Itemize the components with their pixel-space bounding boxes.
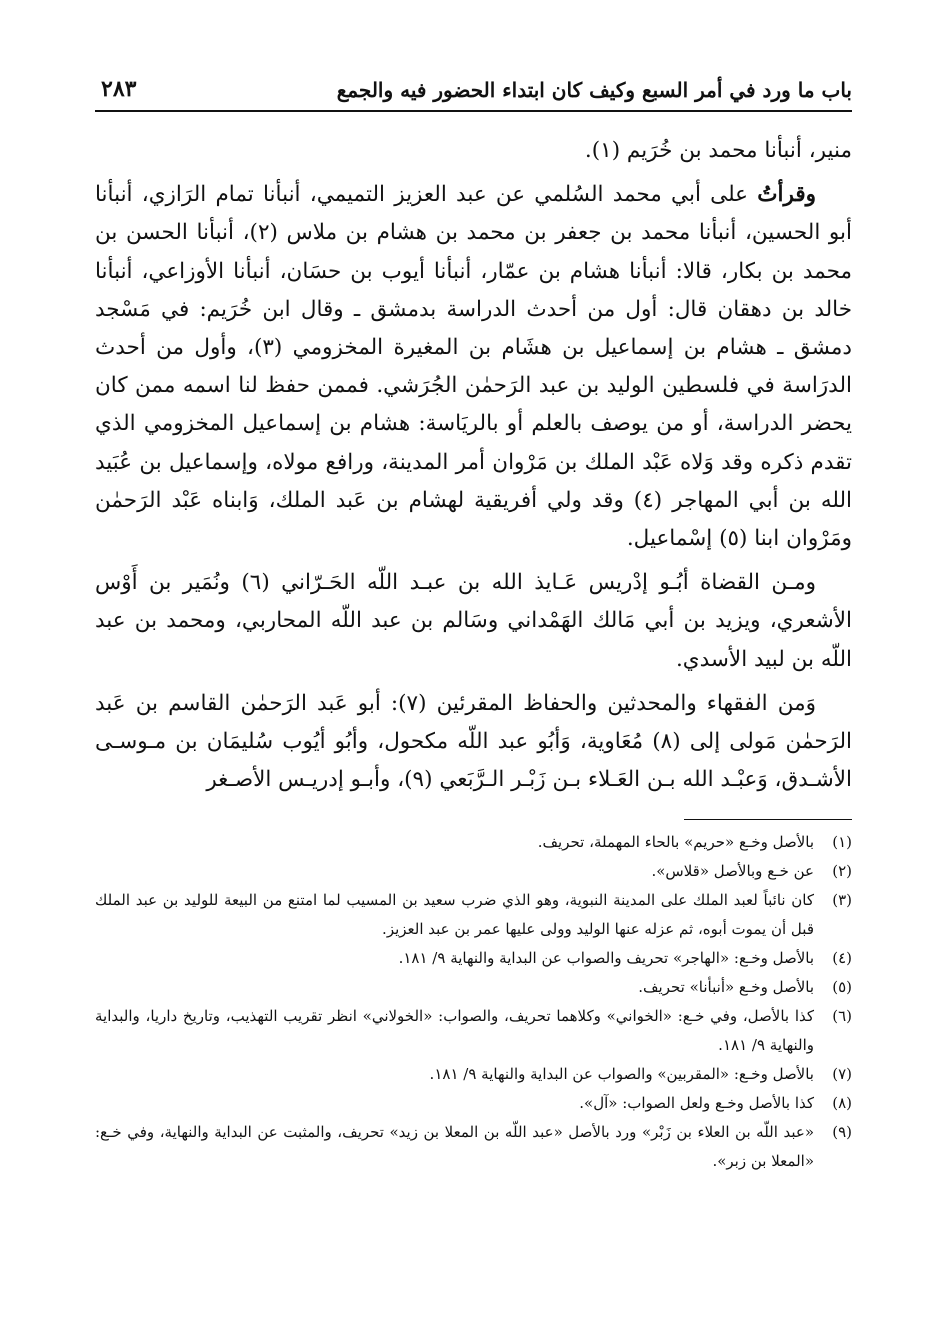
running-header bbox=[95, 70, 852, 112]
footnote-text: بالأصل وخـع: «المقربين» والصواب عن البداية والنهاية ٩/ ١٨١. bbox=[429, 1065, 814, 1084]
footnote bbox=[95, 973, 852, 1002]
paragraph-2-lead: وقرأتُ bbox=[757, 182, 816, 208]
page-number: ٢٨٣ bbox=[101, 76, 137, 102]
footnote bbox=[95, 857, 852, 886]
footnote-number: (٤) bbox=[832, 949, 852, 968]
footnote-text: كذا بالأصل، وفي خـع: «الخواني» وكلاهما تحريف، والصواب: «الخولاني» انظر تقريب التهذيب، وتاريخ داريا، والبداية والنهاية ٩/ ١٨١. bbox=[95, 1007, 814, 1055]
paragraph-1: منير، أنبأنا محمد بن خُرَيم (١). bbox=[584, 138, 852, 163]
footnote bbox=[95, 886, 852, 944]
footnote-number: (٧) bbox=[832, 1065, 852, 1084]
footnote-text: بالأصل وخـع «حريم» بالحاء المهملة، تحريف. bbox=[537, 833, 814, 852]
paragraph-3: ومـن القضاة أبُـو إدْريس عَـايذ الله بن عبـد اللّه الحَـرّاني (٦) ونُمَير بن أَوْس الأشعري، ويزيد بن أبي مَالك الهَمْداني وسَالم بن عبد اللّه المحاربي، ومحمد بن عبد اللّه بن لبيد الأسدي. bbox=[95, 570, 852, 672]
footnote-text: عن خـع وبالأصل «قلاس». bbox=[651, 862, 814, 881]
paragraph-4: وَمن الفقهاء والمحدثين والحفاظ المقرئين (٧): أبو عَبد الرَحمٰن القاسم بن عَبد الرَحمٰن مَولى إلى (٨) مُعَاوية، وَأبُو عبد اللّه مكحول، وأبُو أيُوب سُليمَان بن مـوسـى الأشـدق، وَعبْـد الله بـن العَـلاء بـن زَبْـر الـرَّبَعي (٩)، وأبـو إدريـس الأصـغر bbox=[95, 690, 852, 793]
footnote bbox=[95, 1089, 852, 1118]
footnote-number: (٩) bbox=[832, 1123, 852, 1142]
footnote-text: بالأصل وخـع: «الهاجر» تحريف والصواب عن البداية والنهاية ٩/ ١٨١. bbox=[398, 949, 814, 968]
footnotes bbox=[95, 828, 852, 1176]
paragraph-2-text: على أبي محمد السُلمي عن عبد العزيز التميمي، أنبأنا تمام الرَازي، أنبأنا أبو الحسين، أنبأنا محمد بن جعفر بن محمد بن هشام بن ملاس (٢)، أنبأنا الحسن بن محمد بن بكار، قالا: أنبأنا هشام بن عمّار، أنبأنا أيوب بن حسَان، أنبأنا الأوزاعي، أنبأنا خالد بن دهقان قال: أول من أحدث الدراسة بدمشق ـ وقال ابن خُرَيم: في مَسْجد دمشق ـ هشام بن إسماعيل بن هشَام بن المغيرة المخزومي (٣)، وأول من أحدث الدرَاسة في فلسطين الوليد بن عبد الرَحمٰن الجُرَشي. فممن حفظ لنا اسمه ممن كان يحضر الدراسة، أو من يوصف بالعلم أو بالريَاسة: هشام بن إسماعيل المخزومي الذي تقدم ذكره وقد وَلاه عَبْد الملك بن مَرْوان أمر المدينة، ورافع مولاه، وإسماعيل بن عُبَيد الله بن أبي المهاجر (٤) وقد ولي أفريقية لهشام بن عَبد الملك، وَابناه عَبْد الرَحمٰن ومَرْوان ابنا (٥) إسْماعيل. bbox=[95, 182, 852, 552]
footnote-number: (٦) bbox=[832, 1007, 852, 1026]
main-text bbox=[95, 132, 852, 799]
footnote-number: (٥) bbox=[832, 978, 852, 997]
book-page bbox=[95, 70, 852, 1300]
footnote bbox=[95, 828, 852, 857]
footnote-number: (٣) bbox=[832, 891, 852, 910]
paragraph-2 bbox=[95, 176, 852, 558]
footnote bbox=[95, 944, 852, 973]
footnote-text: بالأصل وخـع «أنبأنا» تحريف. bbox=[638, 978, 814, 997]
footnote bbox=[95, 1118, 852, 1176]
footnote-number: (١) bbox=[832, 833, 852, 852]
footnote-text: كان نائباً لعبد الملك على المدينة النبوية، وهو الذي ضرب سعيد بن المسيب لما امتنع من البيعة للوليد بن عبد الملك قبل أن يموت أبوه، ثم عزله عنها الوليد وولى عليها عمر بن عبد العزيز. bbox=[95, 891, 814, 939]
footnote bbox=[95, 1060, 852, 1089]
chapter-title: باب ما ورد في أمر السبع وكيف كان ابتداء الحضور فيه والجمع bbox=[336, 78, 852, 102]
footnote-text: «عبد اللّه بن العلاء بن زَبْر» ورد بالأصل «عبد اللّه بن المعلا بن زيد» تحريف، والمثبت عن البداية والنهاية، وفي خـع: «المعلا بن زبر». bbox=[95, 1123, 814, 1171]
footnote-text: كذا بالأصل وخـع ولعل الصواب: «آل». bbox=[579, 1094, 814, 1113]
footnote-number: (٨) bbox=[832, 1094, 852, 1113]
footnote bbox=[95, 1002, 852, 1060]
footnote-number: (٢) bbox=[832, 862, 852, 881]
footnote-separator bbox=[684, 819, 852, 820]
